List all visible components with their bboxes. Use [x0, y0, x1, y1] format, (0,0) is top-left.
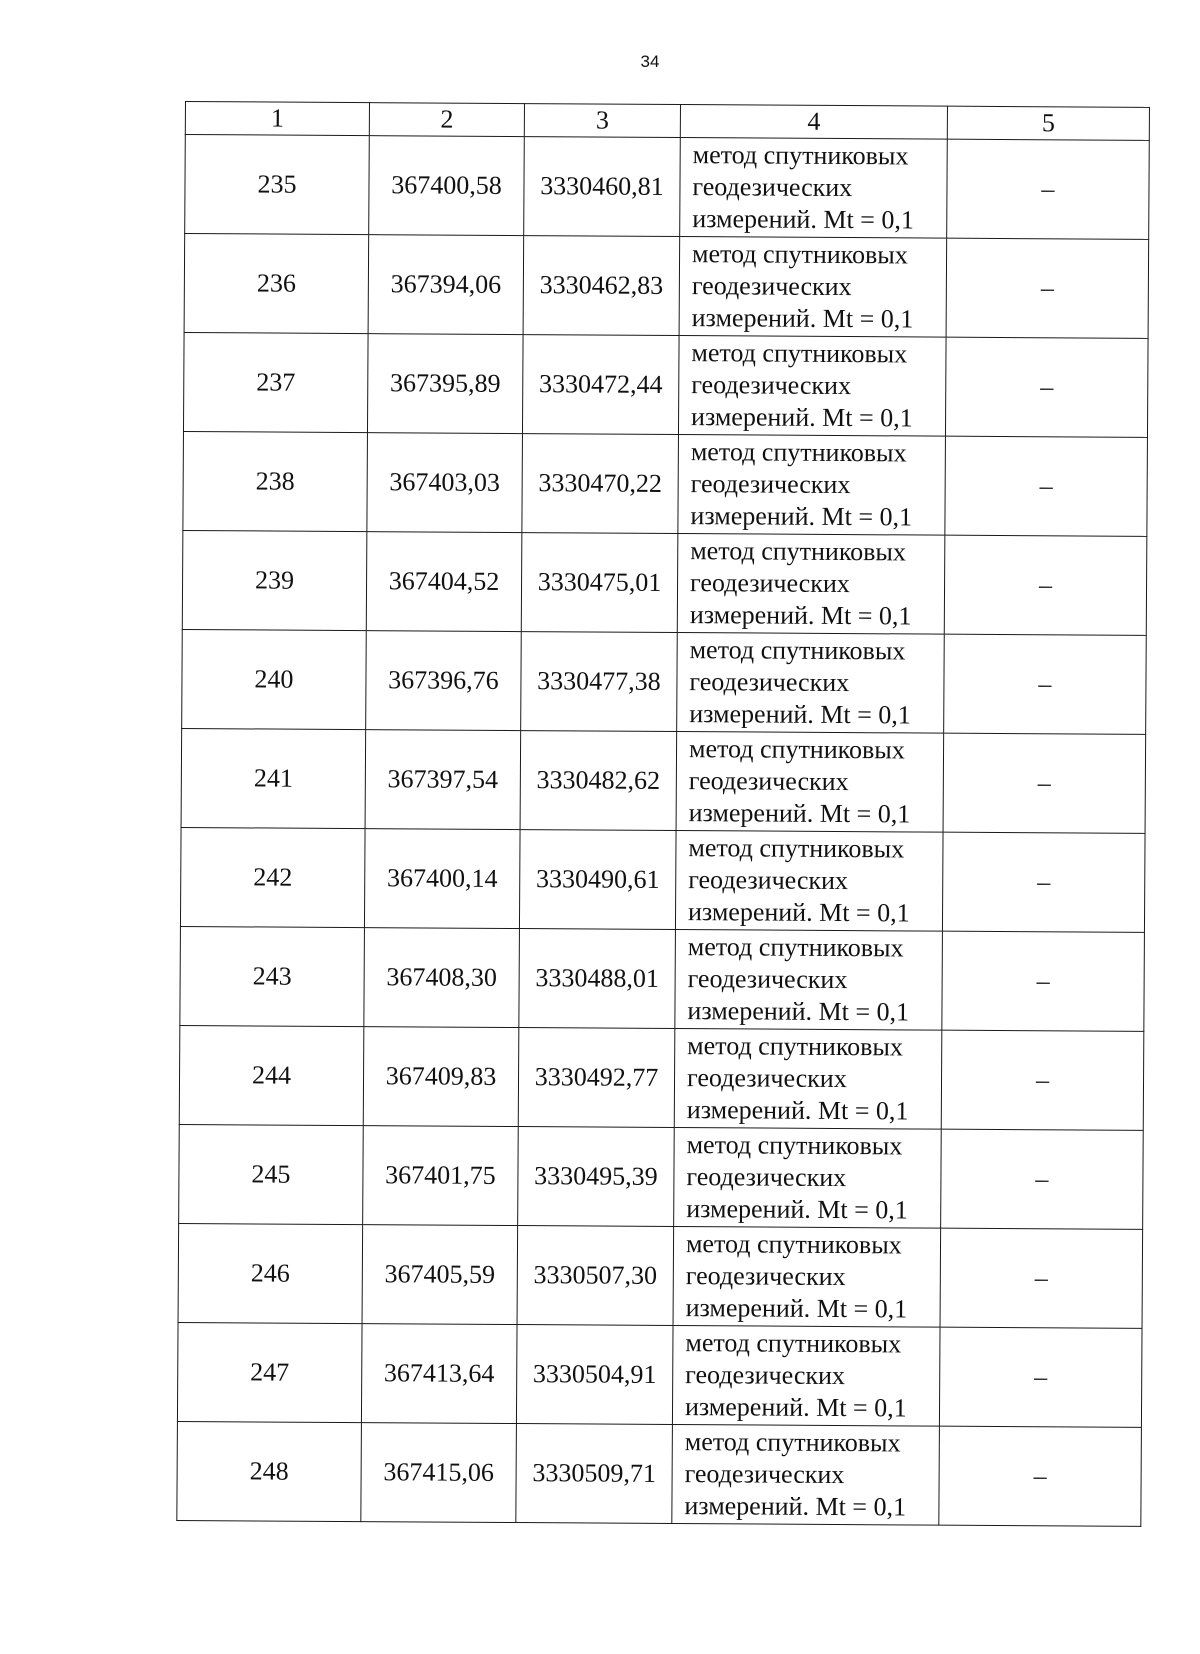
method-cell [680, 138, 948, 239]
method-line: метод спутниковых [685, 1328, 902, 1359]
method-line: геодезических [684, 1459, 845, 1490]
y-coordinate-cell: 3330495,39 [518, 1127, 675, 1227]
table-row [180, 926, 1145, 1031]
method-cell [676, 732, 944, 833]
point-number-cell: 243 [180, 926, 365, 1026]
note-cell: – [944, 634, 1147, 734]
method-line: геодезических [690, 469, 851, 500]
note-cell: – [942, 931, 1145, 1031]
method-line: измерений. Mt = 0,1 [690, 402, 913, 433]
x-coordinate-cell: 367415,06 [361, 1423, 517, 1523]
method-line: измерений. Mt = 0,1 [687, 897, 910, 928]
table-row [183, 431, 1148, 536]
x-coordinate-cell: 367394,06 [368, 235, 524, 335]
method-line: измерений. Mt = 0,1 [691, 303, 914, 334]
method-line: измерений. Mt = 0,1 [686, 1095, 909, 1126]
method-line: метод спутниковых [685, 1229, 902, 1260]
table-row [181, 728, 1146, 833]
y-coordinate-cell: 3330488,01 [519, 929, 676, 1029]
method-line: измерений. Mt = 0,1 [688, 798, 911, 829]
method-line: метод спутниковых [686, 1130, 903, 1161]
note-cell: – [944, 535, 1147, 635]
method-cell [673, 1227, 941, 1328]
method-line: геодезических [686, 1063, 847, 1094]
y-coordinate-cell: 3330472,44 [522, 335, 679, 435]
table-row [182, 629, 1147, 734]
note-cell: – [945, 436, 1148, 536]
point-number-cell: 240 [182, 629, 367, 729]
table-body [177, 102, 1150, 1527]
note-cell: – [939, 1426, 1142, 1526]
note-cell: – [941, 1030, 1144, 1130]
y-coordinate-cell: 3330477,38 [521, 632, 678, 732]
point-number-cell: 247 [177, 1322, 362, 1422]
method-line: метод спутниковых [688, 833, 905, 864]
y-coordinate-cell: 3330475,01 [521, 533, 678, 633]
note-cell: – [943, 733, 1146, 833]
method-cell [677, 633, 945, 734]
point-number-cell: 242 [180, 827, 365, 927]
point-number-cell: 235 [185, 135, 370, 235]
method-line: измерений. Mt = 0,1 [684, 1491, 907, 1522]
x-coordinate-cell: 367396,76 [366, 631, 522, 731]
note-cell: – [946, 238, 1149, 338]
note-cell: – [947, 139, 1150, 239]
method-line: геодезических [688, 766, 849, 797]
method-line: метод спутниковых [691, 239, 908, 270]
y-coordinate-cell: 3330460,81 [524, 137, 681, 237]
x-coordinate-cell: 367405,59 [362, 1225, 518, 1325]
method-cell [675, 831, 943, 932]
method-cell [674, 1128, 942, 1229]
method-line: геодезических [691, 370, 852, 401]
point-number-cell: 248 [177, 1421, 362, 1521]
point-number-cell: 245 [179, 1124, 364, 1224]
method-line: измерений. Mt = 0,1 [689, 699, 911, 730]
method-cell [678, 435, 946, 536]
column-header: 5 [947, 106, 1149, 140]
method-line: геодезических [689, 667, 850, 698]
method-line: геодезических [686, 1162, 847, 1193]
method-line: геодезических [691, 271, 852, 302]
point-number-cell: 236 [184, 234, 369, 334]
method-line: измерений. Mt = 0,1 [690, 501, 913, 532]
note-cell: – [940, 1228, 1143, 1328]
table-row [177, 1322, 1142, 1427]
point-number-cell: 241 [181, 728, 366, 828]
method-line: геодезических [692, 172, 853, 203]
table-row [179, 1025, 1144, 1130]
table-row [182, 530, 1147, 635]
method-line: метод спутниковых [688, 734, 905, 765]
point-number-cell: 244 [179, 1025, 364, 1125]
point-number-cell: 246 [178, 1223, 363, 1323]
column-header: 4 [680, 105, 947, 140]
x-coordinate-cell: 367400,14 [364, 829, 520, 929]
point-number-cell: 238 [183, 431, 368, 531]
x-coordinate-cell: 367400,58 [369, 136, 525, 236]
method-line: метод спутниковых [687, 1031, 904, 1062]
table-row [180, 827, 1145, 932]
note-cell: – [945, 337, 1148, 437]
x-coordinate-cell: 367408,30 [364, 928, 520, 1028]
y-coordinate-cell: 3330470,22 [522, 434, 679, 534]
x-coordinate-cell: 367397,54 [365, 730, 521, 830]
method-line: геодезических [688, 865, 849, 896]
method-line: метод спутниковых [689, 635, 906, 666]
note-cell: – [942, 832, 1145, 932]
column-header: 2 [369, 103, 524, 137]
method-line: метод спутниковых [684, 1427, 901, 1458]
y-coordinate-cell: 3330492,77 [518, 1028, 675, 1128]
x-coordinate-cell: 367413,64 [361, 1324, 517, 1424]
table-row [183, 332, 1148, 437]
method-line: метод спутниковых [692, 140, 909, 171]
table-row [177, 1421, 1142, 1526]
point-number-cell: 239 [182, 530, 367, 630]
x-coordinate-cell: 367401,75 [363, 1126, 519, 1226]
method-line: метод спутниковых [690, 437, 907, 468]
page-number: 34 [640, 52, 660, 71]
method-line: измерений. Mt = 0,1 [687, 996, 910, 1027]
x-coordinate-cell: 367395,89 [367, 334, 523, 434]
x-coordinate-cell: 367409,83 [363, 1027, 519, 1127]
method-cell [678, 336, 946, 437]
note-cell: – [939, 1327, 1142, 1427]
method-cell [679, 237, 947, 338]
y-coordinate-cell: 3330482,62 [520, 731, 677, 831]
method-line: метод спутниковых [691, 338, 908, 369]
x-coordinate-cell: 367404,52 [366, 532, 522, 632]
y-coordinate-cell: 3330462,83 [523, 236, 680, 336]
method-line: измерений. Mt = 0,1 [684, 1392, 907, 1423]
column-header: 1 [185, 102, 369, 136]
method-cell [675, 930, 943, 1031]
method-line: метод спутниковых [690, 536, 907, 567]
x-coordinate-cell: 367403,03 [367, 433, 523, 533]
y-coordinate-cell: 3330507,30 [517, 1226, 674, 1326]
method-line: измерений. Mt = 0,1 [686, 1194, 908, 1225]
table-row [185, 135, 1150, 240]
note-cell: – [941, 1129, 1144, 1229]
column-header: 3 [524, 104, 680, 138]
method-line: измерений. Mt = 0,1 [685, 1293, 908, 1324]
table-row [184, 234, 1149, 339]
method-line: измерений. Mt = 0,1 [692, 204, 914, 235]
coordinates-table [176, 101, 1150, 1527]
method-cell [672, 1425, 940, 1526]
y-coordinate-cell: 3330504,91 [516, 1325, 673, 1425]
method-line: геодезических [687, 964, 848, 995]
method-line: геодезических [689, 568, 850, 599]
method-cell [674, 1029, 942, 1130]
method-cell [677, 534, 945, 635]
method-cell [672, 1326, 940, 1427]
table-row [179, 1124, 1144, 1229]
y-coordinate-cell: 3330509,71 [516, 1424, 673, 1524]
table-row [178, 1223, 1143, 1328]
y-coordinate-cell: 3330490,61 [519, 830, 676, 930]
method-line: геодезических [685, 1360, 846, 1391]
point-number-cell: 237 [183, 332, 368, 432]
method-line: метод спутниковых [687, 932, 904, 963]
method-line: измерений. Mt = 0,1 [689, 600, 912, 631]
method-line: геодезических [685, 1261, 846, 1292]
